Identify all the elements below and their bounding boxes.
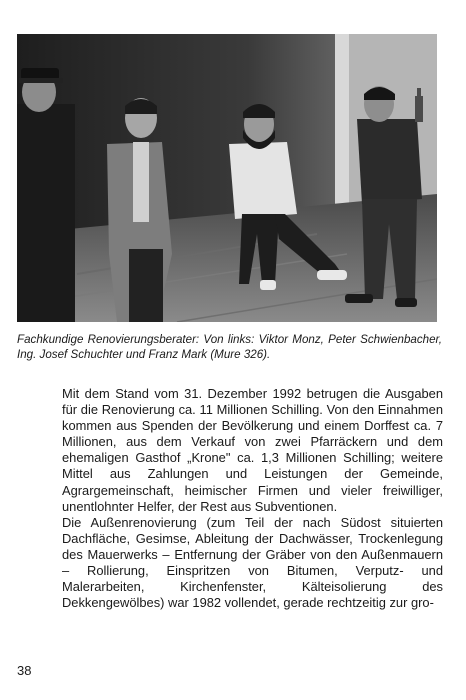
person-1 xyxy=(17,68,75,322)
photo-caption: Fachkundige Renovierungsberater: Von links: Viktor Monz, Peter Schwienbacher, Ing. Josef Schuchter und Franz Mark (Mure 326). xyxy=(17,333,442,361)
body-text xyxy=(62,386,443,611)
photograph xyxy=(17,34,437,322)
paragraph: Die Außenrenovierung (zum Teil der nach Südost situierten Dachfläche, Gesimse, Ableitung der Dachwässer, Trockenlegung des Mauerwerks – Entfernung der Gräber von den Außenmauern – Rollierung, Einspritzen von Bitumen, Verputz- und Malerarbeiten, Kirchenfenster, Kälteisolierung des Dekkengewölbes) war 1982 vollendet, gerade rechtzeitig zur gro- xyxy=(62,514,443,611)
paragraph: Mit dem Stand vom 31. Dezember 1992 betrugen die Ausgaben für die Renovierung ca. 11 Millionen Schilling. Von den Einnahmen kommen aus Spenden der Bevölkerung und einem Dorffest ca. 7 Millionen, aus dem Verkauf von zwei Pfarräckern und dem ehemaligen Gasthof „Krone" ca. 1,3 Millionen Schilling; weitere Mittel aus Zahlungen und Leistungen der Gemeinde, Agrargemeinschaft, heimischer Firmen und vieler freiwilliger, unentlohnter Helfer, der Rest aus Subventionen. xyxy=(62,386,443,514)
page-number: 38 xyxy=(17,663,32,678)
photo-image xyxy=(17,34,437,322)
